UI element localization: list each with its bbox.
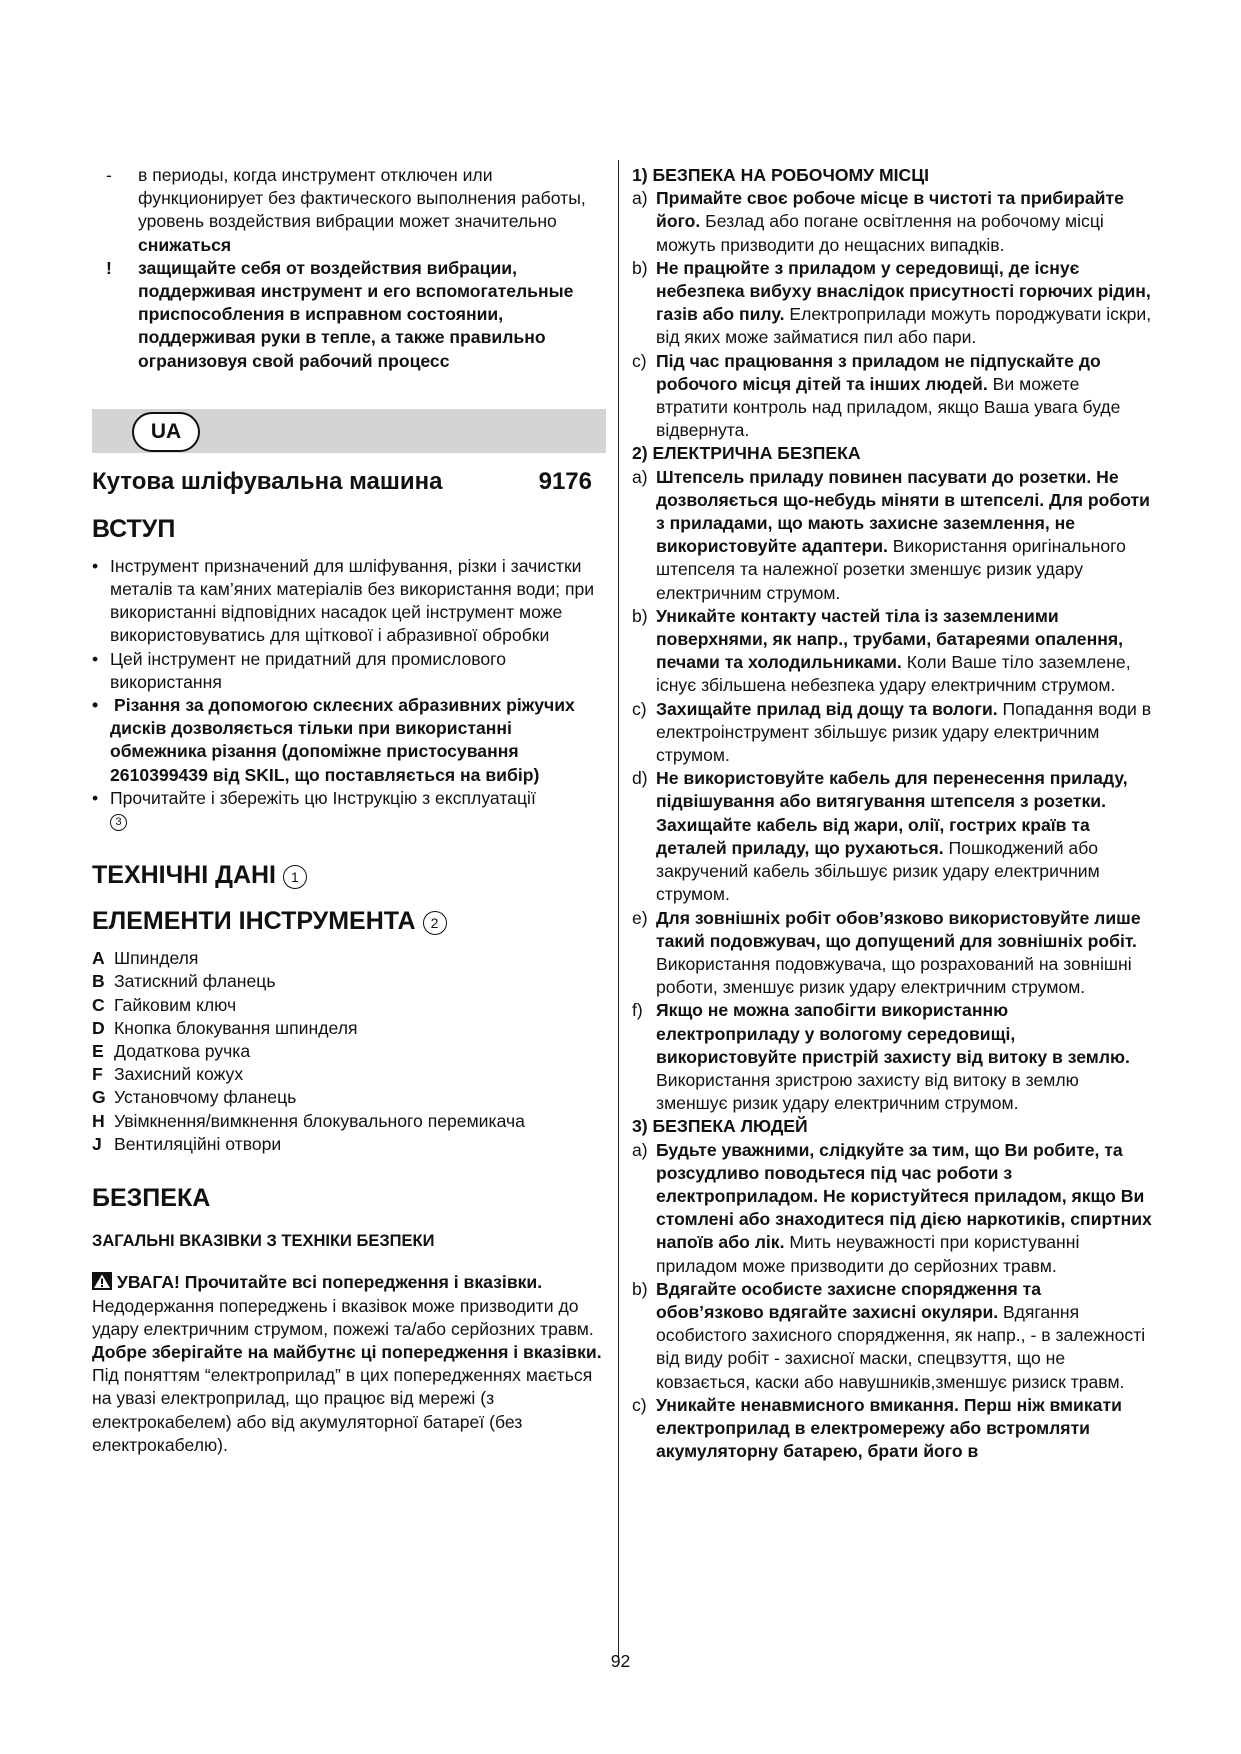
warning-triangle-icon <box>92 1272 112 1290</box>
item-letter: c) <box>632 1394 647 1415</box>
right-column <box>632 164 1153 1463</box>
part-label: Захисний кожух <box>114 1064 244 1085</box>
item-letter: a) <box>632 466 648 487</box>
safety-item <box>632 698 1153 768</box>
item-text: Мить неуважності при користуванні приладом може призводити до серйозних травм. <box>656 1232 1080 1276</box>
item-text: Коли Ваше тіло заземлене, існує збільшена небезпека удару електричним струмом. <box>656 652 1131 696</box>
item-bold: Будьте уважними, слідкуйте за тим, що Ви робите, та розсудливо поводьтеся під час роботи з електроприладом. Не користуйтеся приладом, якщо Ви стомлені або знаходитеся під дією наркотиків, спиртних напоїв або лік. <box>656 1139 1152 1253</box>
section-heading-electrical: 2) ЕЛЕКТРИЧНА БЕЗПЕКА <box>632 443 861 464</box>
safety-item <box>632 999 1153 1115</box>
part-label: Установчому фланець <box>114 1087 297 1108</box>
warning-text: Недодержання попереджень і вказівок може призводити до удару електричним струмом, пожежі та/або серйозних травм. <box>92 1295 594 1339</box>
section-heading-work-area: 1) БЕЗПЕКА НА РОБОЧОМУ МІСЦІ <box>632 165 929 185</box>
part-label: Затискний фланець <box>114 971 276 992</box>
dash-item-bold: снижаться <box>138 234 232 255</box>
part-letter: G <box>92 1087 106 1108</box>
item-letter: c) <box>632 698 647 719</box>
left-column <box>92 164 606 1457</box>
item-text: Безлад або погане освітлення на робочому місці можуть призводити до нещасних випадків. <box>656 211 1104 255</box>
item-letter: f) <box>632 1000 643 1021</box>
elements-heading <box>92 905 606 937</box>
intro-bullet-text: Інструмент призначений для шліфування, різки і зачистки металів та кам’яних матеріалів без використання води; при використанні відповідних насадок цей інструмент може використовуватись для щіткової і абразивної обробки <box>110 555 595 646</box>
general-safety-heading: ЗАГАЛЬНІ ВКАЗІВКИ З ТЕХНІКИ БЕЗПЕКИ <box>92 1232 435 1251</box>
item-bold: Захищайте прилад від дощу та вологи. <box>656 698 998 719</box>
part-letter: B <box>92 971 105 992</box>
item-bold: Не використовуйте кабель для перенесення приладу, підвішування або витягування штепселя з розетки. Захищайте кабель від жари, олії, гострих країв та деталей приладу, що рухаються. <box>656 768 1128 858</box>
language-band <box>92 409 606 453</box>
item-text: Вдягання особистого захисного спорядження, як напр., - в залежності від виду робіт - захисної маски, спецвзуття, що не ковзається, каски або навушників,зменшує ризиск травм. <box>656 1301 1146 1392</box>
part-label: Кнопка блокування шпинделя <box>114 1017 358 1038</box>
product-title <box>92 467 606 497</box>
part-label: Вентиляційні отвори <box>114 1133 282 1154</box>
dash-list-item <box>92 164 606 257</box>
bullet-dot: • <box>92 555 99 576</box>
item-text: Пошкоджений або закручений кабель збільшує ризик удару електричним струмом. <box>656 837 1100 905</box>
parts-row <box>92 1063 606 1086</box>
intro-bullet-bold <box>92 694 606 787</box>
item-bold: Під час працювання з приладом не підпускайте до робочого місця дітей та інших людей. <box>656 350 1101 394</box>
item-text: Використання зристрою захисту від витоку в землю зменшує ризик удару електричним струмом. <box>656 1069 1079 1114</box>
part-letter: C <box>92 994 105 1015</box>
item-bold: Уникайте ненавмисного вмикання. Перш ніж вмикати електроприлад в електромережу або встромляти акумуляторну батарею, брати його в <box>656 1394 1122 1462</box>
item-letter: a) <box>632 1139 648 1160</box>
exclamation-marker: ! <box>106 257 112 278</box>
safety-item <box>632 466 1153 605</box>
parts-row <box>92 970 606 993</box>
bullet-dot: • <box>92 648 99 669</box>
intro-heading: ВСТУП <box>92 514 176 543</box>
exclamation-list-item <box>92 257 606 373</box>
part-letter: F <box>92 1064 103 1085</box>
language-badge: UA <box>132 412 200 452</box>
parts-row <box>92 1133 606 1156</box>
safety-item <box>632 350 1153 443</box>
intro-bullet <box>92 648 606 694</box>
warning-bold: УВАГА! Прочитайте всі попередження і вказівки. <box>116 1272 543 1293</box>
intro-bullet-text: Цей інструмент не придатний для промислового використання <box>110 648 506 692</box>
warning-keep-bold: Добре зберігайте на майбутнє ці попередження і вказівки. <box>92 1341 602 1362</box>
item-letter: b) <box>632 605 648 626</box>
figure-ref-3: 3 <box>110 814 127 831</box>
part-label: Гайковим ключ <box>114 994 237 1015</box>
item-letter: e) <box>632 907 648 928</box>
part-letter: D <box>92 1017 105 1038</box>
column-divider <box>618 160 619 1660</box>
part-label: Додаткова ручка <box>114 1041 251 1062</box>
elements-title: ЕЛЕМЕНТИ ІНСТРУМЕНТА <box>92 907 416 936</box>
part-label: Шпинделя <box>114 948 199 969</box>
part-letter: E <box>92 1041 104 1062</box>
part-label: Увімкнення/вимкнення блокувального перемикача <box>114 1110 525 1131</box>
figure-ref-2: 2 <box>423 911 447 935</box>
item-letter: d) <box>632 768 648 789</box>
intro-bullet <box>92 787 606 833</box>
parts-row <box>92 1040 606 1063</box>
safety-item <box>632 767 1153 906</box>
parts-row <box>92 1086 606 1109</box>
item-bold: Примайте своє робоче місце в чистоті та прибирайте його. <box>656 188 1124 232</box>
read-instructions-text: Прочитайте і збережіть цю Інструкцію з експлуатації <box>110 787 536 808</box>
item-bold: Штепсель приладу повинен пасувати до розетки. Не дозволяється що-небудь міняти в штепселі. Для роботи з приладами, що мають захисне заземлення, не використовуйте адаптери. <box>656 466 1150 557</box>
intro-bullet-bold-text: Різання за допомогою склеєних абразивних ріжучих дисків дозволяється тільки при використанні обмежника різання (допоміжне пристосування 2610399439 від SKIL, що поставляється на вибір) <box>110 695 575 785</box>
figure-ref-1: 1 <box>283 865 307 889</box>
item-bold: Для зовнішніх робіт обов’язково використовуйте лише такий подовжувач, що допущений для зовнішніх робіт. <box>656 907 1141 951</box>
product-model: 9176 <box>538 467 592 495</box>
item-bold: Вдягайте особисте захисне спорядження та обов’язково вдягайте захисні окуляри. <box>656 1278 1042 1322</box>
item-text: Використання подовжувача, що розрахований на зовнішні роботи, зменшує ризик удару електричним струмом. <box>656 953 1132 998</box>
product-name: Кутова шліфувальна машина <box>92 467 443 495</box>
safety-item <box>632 1278 1153 1394</box>
item-letter: a) <box>632 188 648 209</box>
warning-paragraph <box>92 1271 606 1457</box>
safety-item <box>632 1139 1153 1278</box>
warning-definition-text: Під поняттям “електроприлад” в цих попередженнях мається на увазі електроприлад, що працює від мережі (з електрокабелем) або від акумуляторної батареї (без електрокабелю). <box>92 1365 593 1455</box>
item-letter: b) <box>632 1278 648 1299</box>
dash-item-text: в периоды, когда инструмент отключен или функционирует без фактического выполнения работы, уровень воздействия вибрации может значительно <box>138 165 586 232</box>
item-bold: Якщо не можна запобігти використанню електроприладу у вологому середовищі, використовуйте пристрій захисту від витоку в землю. <box>656 1000 1130 1067</box>
item-text: Використання оригінального штепселя та належної розетки зменшує ризик удару електричним струмом. <box>656 536 1126 603</box>
part-letter: H <box>92 1110 105 1131</box>
item-letter: b) <box>632 257 648 278</box>
exclamation-item-text: защищайте себя от воздействия вибрации, поддерживая инструмент и его вспомогательные приспособления в исправном состоянии, поддерживая руки в тепле, а также правильно огранизовуя свой рабочий процесс <box>138 257 574 371</box>
item-text: Електроприлади можуть породжувати іскри, від яких може займатися пил або пари. <box>656 304 1152 348</box>
safety-item <box>632 187 1153 257</box>
item-bold: Уникайте контакту частей тіла із заземленими поверхнями, як напр., трубами, батареями опалення, печами та холодильниками. <box>656 605 1123 673</box>
page-number: 92 <box>610 1651 631 1671</box>
parts-row <box>92 1017 606 1040</box>
safety-heading: БЕЗПЕКА <box>92 1184 211 1213</box>
item-bold: Не працюйте з приладом у середовищі, де існує небезпека вибуху внаслідок присутності горючих рідин, газів або пилу. <box>656 257 1151 325</box>
parts-row <box>92 994 606 1017</box>
tech-data-heading <box>92 859 606 891</box>
dash-marker: - <box>106 165 112 185</box>
parts-list <box>92 947 606 1156</box>
section-heading-personal: 3) БЕЗПЕКА ЛЮДЕЙ <box>632 1116 808 1137</box>
part-letter: A <box>92 948 105 969</box>
safety-item <box>632 1394 1153 1464</box>
tech-data-title: ТЕХНІЧНІ ДАНІ <box>92 861 276 890</box>
item-text: Попадання води в електроінструмент збільшує ризик удару електричним струмом. <box>656 698 1152 766</box>
intro-bullet <box>92 555 606 648</box>
safety-item <box>632 257 1153 350</box>
parts-row <box>92 1110 606 1133</box>
bullet-dot: • <box>92 787 99 808</box>
safety-item <box>632 907 1153 1000</box>
item-letter: c) <box>632 350 647 371</box>
safety-item <box>632 605 1153 698</box>
item-text: Ви можете втратити контроль над приладом, якщо Ваша увага буде відвернута. <box>656 373 1121 441</box>
bullet-dot: • <box>92 695 99 716</box>
part-letter: J <box>92 1133 102 1154</box>
parts-row <box>92 947 606 970</box>
